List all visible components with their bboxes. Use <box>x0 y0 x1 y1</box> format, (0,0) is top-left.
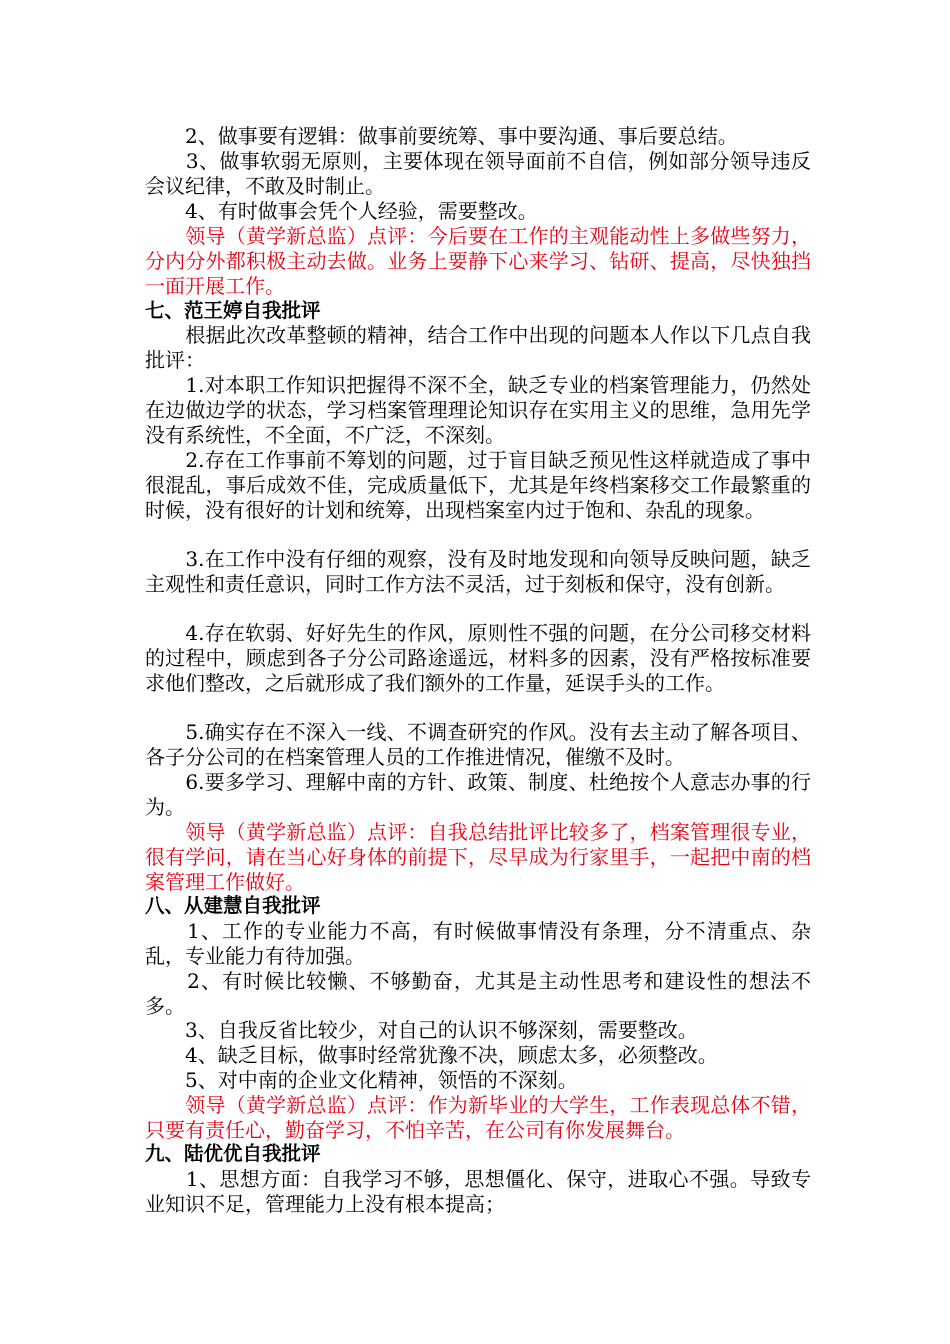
leader-comment: 领导（黄学新总监）点评：自我总结批评比较多了，档案管理很专业，很有学问，请在当心好身体的前提下，尽早成为行家里手，一起把中南的档案管理工作做好。 <box>145 820 811 894</box>
paragraph: 5.确实存在不深入一线、不调查研究的作风。没有去主动了解各项目、各子分公司的在档案管理人员的工作推进情况，催缴不及时。 <box>145 720 811 769</box>
paragraph: 3、自我反省比较少，对自己的认识不够深刻，需要整改。 <box>145 1018 698 1042</box>
paragraph: 4、有时做事会凭个人经验，需要整改。 <box>145 199 538 223</box>
paragraph: 1.对本职工作知识把握得不深不全，缺乏专业的档案管理能力，仍然处在边做边学的状态，学习档案管理理论知识存在实用主义的思维，急用先学没有系统性，不全面，不广泛，不深刻。 <box>145 373 811 447</box>
paragraph: 2、做事要有逻辑：做事前要统筹、事中要沟通、事后要总结。 <box>145 124 738 148</box>
paragraph: 5、对中南的企业文化精神，领悟的不深刻。 <box>145 1068 578 1092</box>
paragraph: 1、工作的专业能力不高，有时候做事情没有条理，分不清重点、杂乱，专业能力有待加强。 <box>145 919 811 968</box>
leader-comment: 领导（黄学新总监）点评：作为新毕业的大学生，工作表现总体不错，只要有责任心，勤奋学习，不怕辛苦，在公司有你发展舞台。 <box>145 1093 811 1142</box>
section-heading: 八、从建慧自我批评 <box>145 894 321 917</box>
paragraph: 2、有时候比较懒、不够勤奋，尤其是主动性思考和建设性的想法不多。 <box>145 969 811 1018</box>
paragraph: 6.要多学习、理解中南的方针、政策、制度、杜绝按个人意志办事的行为。 <box>145 770 811 819</box>
paragraph: 2.存在工作事前不筹划的问题，过于盲目缺乏预见性这样就造成了事中很混乱，事后成效不佳，完成质量低下，尤其是年终档案移交工作最繁重的时候，没有很好的计划和统筹，出现档案室内过于饱和、杂乱的现象。 <box>145 448 811 522</box>
section-heading: 七、范王婷自我批评 <box>145 299 321 322</box>
paragraph: 3.在工作中没有仔细的观察，没有及时地发现和向领导反映问题，缺乏主观性和责任意识，同时工作方法不灵活，过于刻板和保守，没有创新。 <box>145 547 811 596</box>
section-heading: 九、陆优优自我批评 <box>145 1142 321 1165</box>
paragraph: 3、做事软弱无原则，主要体现在领导面前不自信，例如部分领导违反会议纪律，不敢及时制止。 <box>145 149 811 198</box>
paragraph: 4、缺乏目标，做事时经常犹豫不决，顾虑太多，必须整改。 <box>145 1043 718 1067</box>
leader-comment: 领导（黄学新总监）点评：今后要在工作的主观能动性上多做些努力，分内分外都积极主动去做。业务上要静下心来学习、钻研、提高，尽快独挡一面开展工作。 <box>145 224 811 298</box>
paragraph: 4.存在软弱、好好先生的作风，原则性不强的问题，在分公司移交材料的过程中，顾虑到各子分公司路途遥远，材料多的因素，没有严格按标准要求他们整改，之后就形成了我们额外的工作量，延误手头的工作。 <box>145 621 811 695</box>
paragraph: 1、思想方面：自我学习不够，思想僵化、保守，进取心不强。导致专业知识不足，管理能力上没有根本提高； <box>145 1167 811 1216</box>
paragraph: 根据此次改革整顿的精神，结合工作中出现的问题本人作以下几点自我批评： <box>145 323 811 372</box>
